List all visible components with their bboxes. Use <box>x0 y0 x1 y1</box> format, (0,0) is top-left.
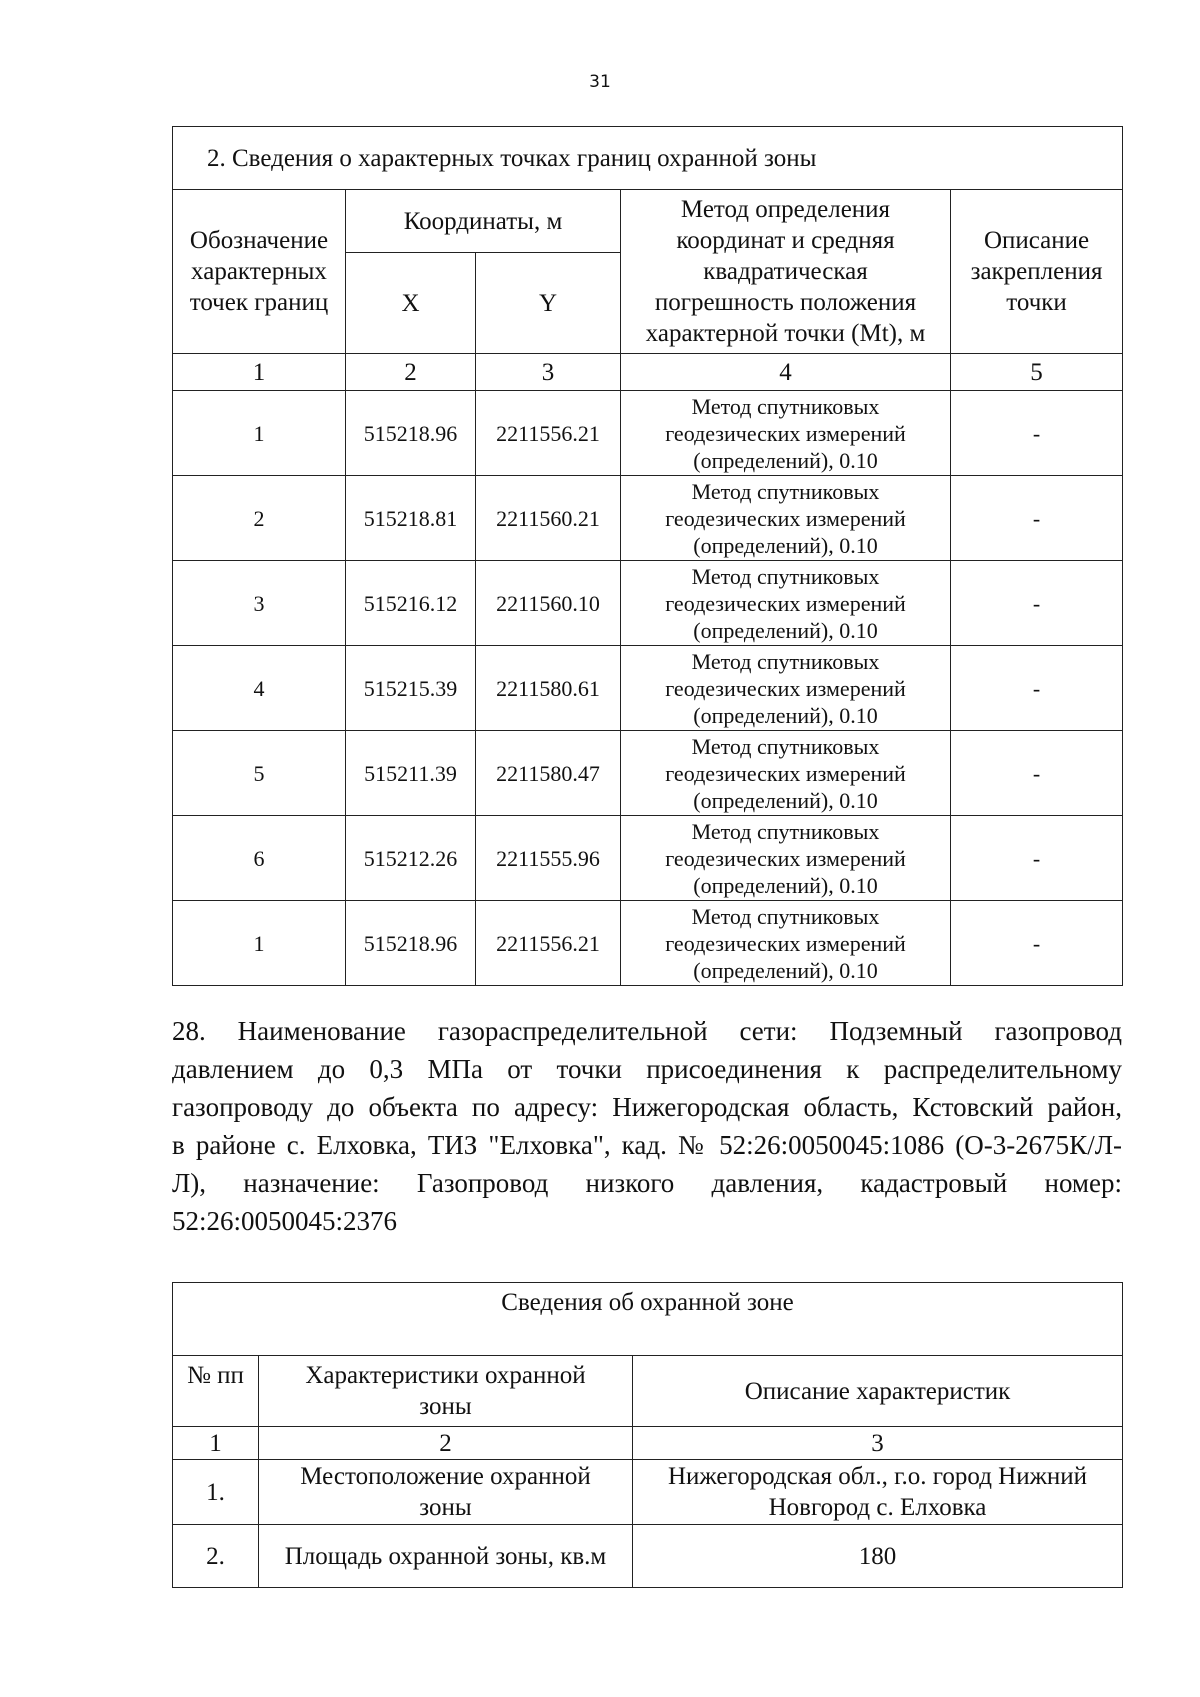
row-description: Нижегородская обл., г.о. город Нижний Новгород с. Елховка <box>633 1460 1123 1525</box>
page-number: 31 <box>589 72 611 92</box>
table-row <box>173 561 1123 646</box>
coord-y: 2211580.61 <box>476 646 621 731</box>
coord-x: 515215.39 <box>346 646 476 731</box>
table-row <box>173 391 1123 476</box>
boundary-points-title: 2. Сведения о характерных точках границ охранной зоны <box>173 127 1123 190</box>
point-description: - <box>951 731 1123 816</box>
table-row <box>173 1525 1123 1588</box>
point-description: - <box>951 391 1123 476</box>
point-description: - <box>951 816 1123 901</box>
paragraph-line: давлением до 0,3 МПа от точки присоединения к распределительному <box>172 1054 1122 1084</box>
coord-x: 515218.96 <box>346 901 476 986</box>
boundary-points-table <box>172 126 1123 986</box>
coord-x: 515212.26 <box>346 816 476 901</box>
paragraph-line: в районе с. Елховка, ТИЗ "Елховка", кад. № 52:26:0050045:1086 (О-3-2675К/Л- <box>172 1130 1122 1160</box>
paragraph-line: Л), назначение: Газопровод низкого давления, кадастровый номер: <box>172 1168 1122 1198</box>
coord-x: 515211.39 <box>346 731 476 816</box>
header-designation: Обозначение характерных точек границ <box>173 190 346 354</box>
coord-y: 2211580.47 <box>476 731 621 816</box>
method: Метод спутниковых геодезических измерений (определений), 0.10 <box>621 561 951 646</box>
column-number: 3 <box>476 354 621 391</box>
column-number: 1 <box>173 1427 259 1460</box>
coord-x: 515218.96 <box>346 391 476 476</box>
coord-y: 2211556.21 <box>476 901 621 986</box>
method: Метод спутниковых геодезических измерений (определений), 0.10 <box>621 391 951 476</box>
point-description: - <box>951 901 1123 986</box>
point-description: - <box>951 561 1123 646</box>
paragraph-line: 52:26:0050045:2376 <box>172 1206 398 1236</box>
coord-x: 515218.81 <box>346 476 476 561</box>
point-number: 1 <box>173 391 346 476</box>
column-number: 2 <box>346 354 476 391</box>
header-method: Метод определения координат и средняя квадратическая погрешность положения характерной точки (Mt), м <box>621 190 951 354</box>
column-numbers-row <box>173 354 1123 391</box>
paragraph-line: газопроводу до объекта по адресу: Нижегородская область, Кстовский район, <box>172 1092 1122 1122</box>
point-description: - <box>951 646 1123 731</box>
method: Метод спутниковых геодезических измерений (определений), 0.10 <box>621 731 951 816</box>
header-characteristics: Характеристики охранной зоны <box>259 1356 633 1427</box>
header-x: X <box>346 253 476 354</box>
column-number: 4 <box>621 354 951 391</box>
row-num: 2. <box>173 1525 259 1588</box>
row-description: 180 <box>633 1525 1123 1588</box>
row-characteristic: Местоположение охранной зоны <box>259 1460 633 1525</box>
method: Метод спутниковых геодезических измерений (определений), 0.10 <box>621 901 951 986</box>
coord-y: 2211556.21 <box>476 391 621 476</box>
method: Метод спутниковых геодезических измерений (определений), 0.10 <box>621 646 951 731</box>
network-description-paragraph <box>172 1012 1122 1240</box>
point-number: 1 <box>173 901 346 986</box>
coord-y: 2211560.21 <box>476 476 621 561</box>
table-row <box>173 476 1123 561</box>
header-description: Описание закрепления точки <box>951 190 1123 354</box>
coord-y: 2211555.96 <box>476 816 621 901</box>
coord-x: 515216.12 <box>346 561 476 646</box>
header-num: № пп <box>173 1356 259 1427</box>
table-row <box>173 646 1123 731</box>
column-numbers-row <box>173 1427 1123 1460</box>
point-number: 3 <box>173 561 346 646</box>
table-row <box>173 731 1123 816</box>
protection-zone-title: Сведения об охранной зоне <box>173 1283 1123 1356</box>
column-number: 2 <box>259 1427 633 1460</box>
column-number: 5 <box>951 354 1123 391</box>
method: Метод спутниковых геодезических измерений (определений), 0.10 <box>621 476 951 561</box>
coord-y: 2211560.10 <box>476 561 621 646</box>
row-num: 1. <box>173 1460 259 1525</box>
table-row <box>173 901 1123 986</box>
column-number: 3 <box>633 1427 1123 1460</box>
point-description: - <box>951 476 1123 561</box>
header-char-description: Описание характеристик <box>633 1356 1123 1427</box>
column-number: 1 <box>173 354 346 391</box>
paragraph-line: 28. Наименование газораспределительной сети: Подземный газопровод <box>172 1016 1122 1046</box>
method: Метод спутниковых геодезических измерений (определений), 0.10 <box>621 816 951 901</box>
header-y: Y <box>476 253 621 354</box>
protection-zone-table <box>172 1282 1123 1588</box>
row-characteristic: Площадь охранной зоны, кв.м <box>259 1525 633 1588</box>
point-number: 2 <box>173 476 346 561</box>
header-coordinates: Координаты, м <box>346 190 621 253</box>
point-number: 6 <box>173 816 346 901</box>
point-number: 5 <box>173 731 346 816</box>
table-row <box>173 1460 1123 1525</box>
point-number: 4 <box>173 646 346 731</box>
table-row <box>173 816 1123 901</box>
